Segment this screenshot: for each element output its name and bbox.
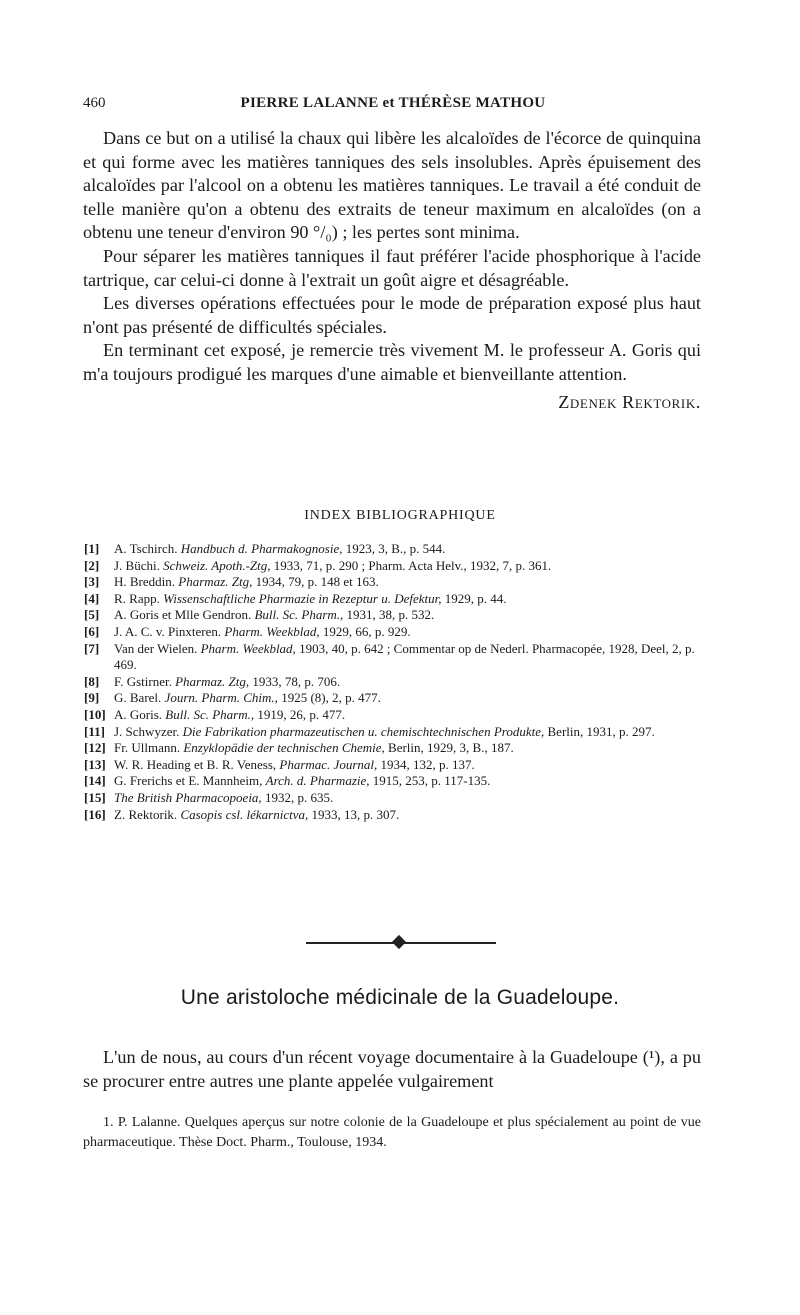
reference-number: [11] bbox=[84, 723, 105, 739]
reference-details: 1919, 26, p. 477. bbox=[254, 706, 346, 722]
reference-item bbox=[84, 641, 714, 674]
reference-item bbox=[84, 707, 714, 724]
reference-number: [13] bbox=[84, 756, 106, 772]
reference-number: [9] bbox=[84, 690, 100, 706]
reference-author: A. Goris et Mlle Gendron. bbox=[114, 607, 252, 623]
author-signature: Zdenek Rektorik. bbox=[558, 391, 701, 412]
reference-source: Pharmaz. Ztg, bbox=[178, 574, 253, 590]
reference-details: 1915, 253, p. 117-135. bbox=[369, 773, 491, 789]
reference-source: Arch. d. Pharmazie, bbox=[265, 773, 370, 789]
reference-details: 1929, 66, p. 929. bbox=[319, 623, 411, 639]
reference-author: G. Frerichs et E. Mannheim, bbox=[114, 773, 263, 789]
reference-item bbox=[84, 740, 714, 757]
reference-source: Pharm. Weekblad, bbox=[200, 640, 296, 656]
reference-number: [10] bbox=[84, 706, 106, 722]
reference-source: Die Fabrikation pharmazeutischen u. chemischtechnischen Produkte, bbox=[182, 723, 545, 739]
reference-source: Schweiz. Apoth.-Ztg, bbox=[163, 557, 271, 573]
paragraph: Pour séparer les matières tanniques il faut préférer l'acide phosphorique à l'acide tartrique, car celui-ci donne à l'extrait un goût aigre et désagréable. bbox=[83, 245, 701, 290]
reference-author: J. Büchi. bbox=[114, 557, 160, 573]
reference-source: Pharm. Weekblad, bbox=[224, 623, 320, 639]
reference-source: Casopis csl. lékarnictva, bbox=[180, 806, 309, 822]
reference-source: The British Pharmacopoeia, bbox=[114, 789, 262, 805]
reference-author: J. A. C. v. Pinxteren. bbox=[114, 623, 222, 639]
reference-source: Bull. Sc. Pharm., bbox=[254, 607, 344, 623]
reference-author: G. Barel. bbox=[114, 690, 162, 706]
reference-source: Pharmaz. Ztg, bbox=[175, 673, 250, 689]
reference-source: Pharmac. Journal, bbox=[279, 756, 378, 772]
reference-number: [7] bbox=[84, 640, 100, 656]
reference-author: F. Gstirner. bbox=[114, 673, 172, 689]
reference-details: 1932, p. 635. bbox=[261, 789, 334, 805]
section-title: Une aristoloche médicinale de la Guadeloupe. bbox=[180, 986, 620, 1009]
reference-item bbox=[84, 790, 714, 807]
reference-details: 1929, p. 44. bbox=[441, 590, 507, 606]
reference-author: Fr. Ullmann. bbox=[114, 740, 181, 756]
page-header bbox=[83, 95, 703, 115]
article-body bbox=[83, 127, 701, 414]
reference-details: 1934, 132, p. 137. bbox=[377, 756, 475, 772]
reference-source: Handbuch d. Pharmakognosie, bbox=[180, 541, 343, 556]
bibliography-list bbox=[84, 541, 714, 823]
reference-author: Z. Rektorik. bbox=[114, 806, 178, 822]
paragraph: Dans ce but on a utilisé la chaux qui libère les alcaloïdes de l'écorce de quinquina et qui forme avec les matières tanniques des sels insolubles. Après épuisement des alcaloïdes par l'alcool on a obtenu les matières tanniques. Le travail a été conduit de telle manière qu'on a obtenu des extraits de teneur maximum en alcaloïdes (on a obtenu une teneur d'environ 90 °/₀) ; les pertes sont minima. bbox=[83, 128, 701, 243]
reference-item bbox=[84, 574, 714, 591]
reference-number: [5] bbox=[84, 607, 100, 623]
reference-item bbox=[84, 757, 714, 774]
reference-details: 1934, 79, p. 148 et 163. bbox=[252, 574, 379, 590]
reference-number: [14] bbox=[84, 773, 106, 789]
running-title: PIERRE LALANNE et THÉRÈSE MATHOU bbox=[240, 95, 546, 111]
reference-details: Berlin, 1929, 3, B., 187. bbox=[384, 740, 514, 756]
footnote-text: 1. P. Lalanne. Quelques aperçus sur notre colonie de la Guadeloupe et plus spécialement au point de vue pharmaceutique. Thèse Doct. Pharm., Toulouse, 1934. bbox=[83, 1115, 701, 1150]
reference-details: 1903, 40, p. 642 ; Commentar op de Nederl. Pharmacopée, 1928, Deel, 2, p. 469. bbox=[114, 640, 695, 673]
reference-number: [6] bbox=[84, 623, 100, 639]
bibliography-title: INDEX BIBLIOGRAPHIQUE bbox=[304, 508, 496, 523]
reference-source: Bull. Sc. Pharm., bbox=[165, 706, 255, 722]
paragraph: Les diverses opérations effectuées pour le mode de préparation exposé plus haut n'ont pas présenté de difficultés spéciales. bbox=[83, 293, 701, 337]
reference-item bbox=[84, 807, 714, 824]
reference-number: [2] bbox=[84, 557, 100, 573]
reference-source: Wissenschaftliche Pharmazie in Rezeptur u. Defektur, bbox=[163, 590, 442, 606]
reference-item bbox=[84, 541, 714, 558]
reference-details: 1933, 78, p. 706. bbox=[249, 673, 341, 689]
reference-details: Berlin, 1931, p. 297. bbox=[544, 723, 655, 739]
page-number: 460 bbox=[83, 95, 106, 111]
reference-author: Van der Wielen. bbox=[114, 640, 198, 656]
divider-diamond-icon bbox=[392, 935, 406, 949]
reference-item bbox=[84, 724, 714, 741]
reference-item bbox=[84, 591, 714, 608]
reference-item bbox=[84, 624, 714, 641]
reference-details: 1923, 3, B., p. 544. bbox=[342, 541, 446, 556]
section-body bbox=[83, 1045, 701, 1093]
reference-number: [3] bbox=[84, 574, 100, 590]
reference-source: Journ. Pharm. Chim., bbox=[164, 690, 278, 706]
reference-author: A. Tschirch. bbox=[114, 541, 178, 556]
reference-number: [12] bbox=[84, 740, 106, 756]
reference-author: R. Rapp. bbox=[114, 590, 160, 606]
reference-author: J. Schwyzer. bbox=[114, 723, 180, 739]
reference-author: A. Goris. bbox=[114, 706, 163, 722]
reference-number: [15] bbox=[84, 789, 106, 805]
reference-item bbox=[84, 674, 714, 691]
reference-number: [4] bbox=[84, 590, 100, 606]
reference-details: 1925 (8), 2, p. 477. bbox=[277, 690, 381, 706]
reference-item bbox=[84, 558, 714, 575]
footnote bbox=[83, 1113, 701, 1153]
reference-item bbox=[84, 773, 714, 790]
reference-item bbox=[84, 607, 714, 624]
reference-source: Enzyklopädie der technischen Chemie, bbox=[183, 740, 385, 756]
reference-number: [1] bbox=[84, 541, 100, 556]
reference-details: 1933, 71, p. 290 ; Pharm. Acta Helv., 1932, 7, p. 361. bbox=[270, 557, 552, 573]
paragraph: En terminant cet exposé, je remercie très vivement M. le professeur A. Goris qui m'a toujours prodigué les marques d'une aimable et bienveillante attention. bbox=[83, 340, 701, 384]
reference-number: [16] bbox=[84, 806, 106, 822]
reference-author: H. Breddin. bbox=[114, 574, 176, 590]
reference-details: 1933, 13, p. 307. bbox=[308, 806, 400, 822]
reference-details: 1931, 38, p. 532. bbox=[343, 607, 435, 623]
paragraph: L'un de nous, au cours d'un récent voyage documentaire à la Guadeloupe (¹), a pu se procurer entre autres une plante appelée vulgairement bbox=[83, 1047, 701, 1091]
reference-author: W. R. Heading et B. R. Veness, bbox=[114, 756, 277, 772]
reference-number: [8] bbox=[84, 673, 100, 689]
reference-item bbox=[84, 690, 714, 707]
